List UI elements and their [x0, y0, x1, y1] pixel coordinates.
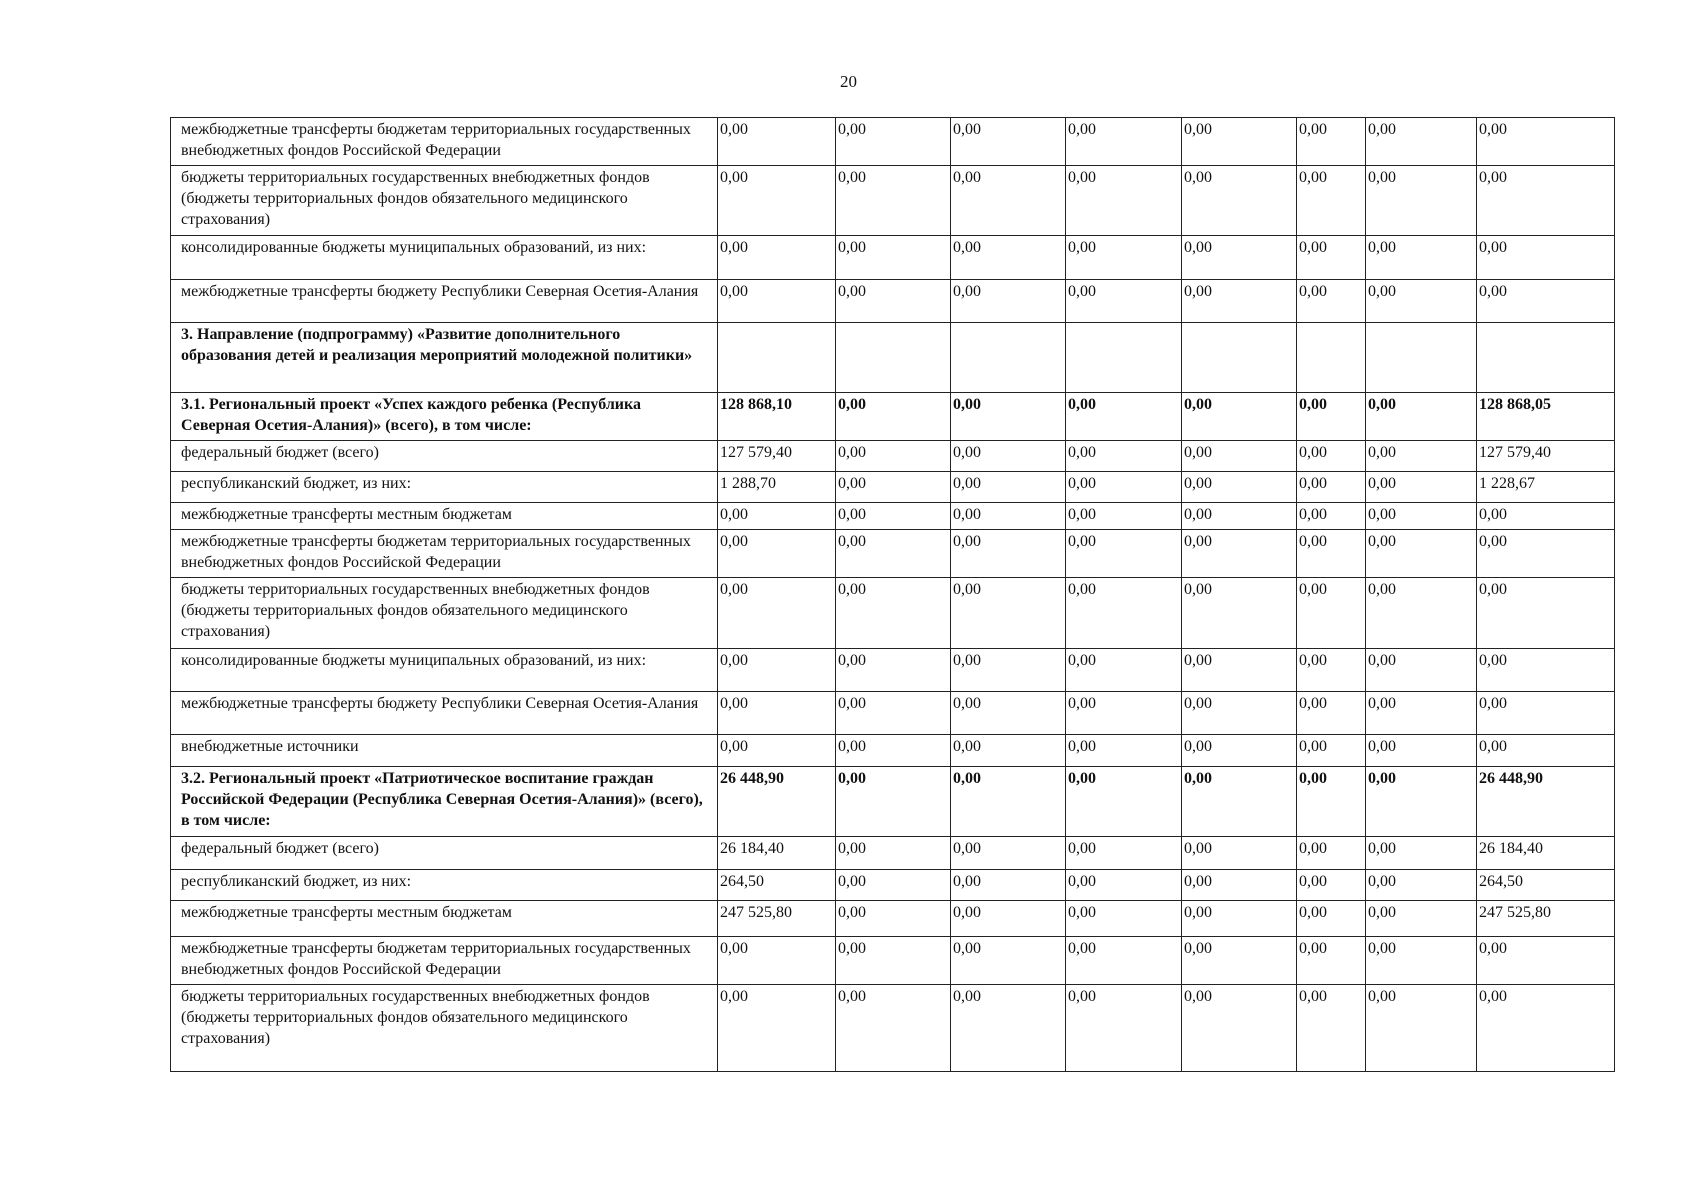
value-cell: 0,00 — [951, 901, 1066, 937]
value-cell: 0,00 — [1066, 472, 1182, 503]
row-label: 3.2. Региональный проект «Патриотическое воспитание граждан Российской Федерации (Республика Северная Осетия-Алания)» (всего), в том числе: — [171, 767, 718, 837]
budget-table — [170, 117, 1615, 1072]
value-cell: 0,00 — [1297, 578, 1366, 649]
value-cell: 128 868,10 — [718, 393, 836, 441]
value-cell: 0,00 — [1066, 767, 1182, 837]
value-cell: 0,00 — [836, 441, 951, 472]
value-cell: 0,00 — [1477, 118, 1615, 166]
value-cell: 0,00 — [1477, 530, 1615, 578]
value-cell: 0,00 — [1477, 735, 1615, 767]
row-label: бюджеты территориальных государственных внебюджетных фондов (бюджеты территориальных фондов обязательного медицинского страхования) — [171, 985, 718, 1072]
table-row — [171, 870, 1615, 901]
value-cell: 0,00 — [718, 503, 836, 530]
row-label: бюджеты территориальных государственных внебюджетных фондов (бюджеты территориальных фондов обязательного медицинского страхования) — [171, 578, 718, 649]
value-cell: 0,00 — [951, 441, 1066, 472]
value-cell: 0,00 — [951, 649, 1066, 692]
value-cell: 0,00 — [836, 985, 951, 1072]
value-cell: 0,00 — [1477, 578, 1615, 649]
value-cell: 26 448,90 — [1477, 767, 1615, 837]
table-row — [171, 901, 1615, 937]
value-cell: 0,00 — [836, 870, 951, 901]
value-cell: 1 228,67 — [1477, 472, 1615, 503]
value-cell: 0,00 — [1066, 870, 1182, 901]
value-cell: 0,00 — [1366, 901, 1477, 937]
value-cell: 0,00 — [1182, 735, 1297, 767]
table-row — [171, 280, 1615, 323]
value-cell: 0,00 — [718, 280, 836, 323]
value-cell: 0,00 — [1366, 472, 1477, 503]
value-cell: 0,00 — [1297, 767, 1366, 837]
value-cell: 0,00 — [1297, 441, 1366, 472]
table-row — [171, 236, 1615, 280]
value-cell: 0,00 — [1182, 937, 1297, 985]
value-cell: 0,00 — [1066, 901, 1182, 937]
value-cell: 0,00 — [718, 985, 836, 1072]
value-cell: 1 288,70 — [718, 472, 836, 503]
value-cell: 0,00 — [1182, 236, 1297, 280]
table-row — [171, 472, 1615, 503]
value-cell: 0,00 — [1477, 236, 1615, 280]
value-cell: 0,00 — [718, 118, 836, 166]
value-cell: 0,00 — [1066, 985, 1182, 1072]
value-cell: 0,00 — [1182, 118, 1297, 166]
value-cell: 0,00 — [1477, 692, 1615, 735]
value-cell: 0,00 — [1366, 578, 1477, 649]
value-cell: 0,00 — [1297, 503, 1366, 530]
value-cell: 0,00 — [1297, 735, 1366, 767]
value-cell: 0,00 — [951, 530, 1066, 578]
row-label: 3.1. Региональный проект «Успех каждого ребенка (Республика Северная Осетия-Алания)» (всего), в том числе: — [171, 393, 718, 441]
value-cell: 0,00 — [836, 236, 951, 280]
value-cell: 0,00 — [836, 692, 951, 735]
value-cell: 0,00 — [1366, 649, 1477, 692]
value-cell: 0,00 — [836, 530, 951, 578]
value-cell: 26 448,90 — [718, 767, 836, 837]
section-row — [171, 767, 1615, 837]
value-cell: 247 525,80 — [1477, 901, 1615, 937]
value-cell: 0,00 — [1297, 901, 1366, 937]
value-cell: 0,00 — [1297, 837, 1366, 870]
value-cell: 0,00 — [1297, 472, 1366, 503]
value-cell: 0,00 — [836, 472, 951, 503]
value-cell: 0,00 — [836, 901, 951, 937]
row-label: межбюджетные трансферты бюджетам территориальных государственных внебюджетных фондов Российской Федерации — [171, 530, 718, 578]
value-cell: 0,00 — [1066, 236, 1182, 280]
value-cell: 0,00 — [1182, 985, 1297, 1072]
value-cell: 0,00 — [1182, 530, 1297, 578]
value-cell: 127 579,40 — [1477, 441, 1615, 472]
value-cell: 0,00 — [1182, 837, 1297, 870]
value-cell: 0,00 — [1297, 393, 1366, 441]
section-row — [171, 323, 1615, 393]
value-cell: 0,00 — [1297, 870, 1366, 901]
value-cell: 0,00 — [1182, 578, 1297, 649]
value-cell: 0,00 — [951, 767, 1066, 837]
value-cell: 264,50 — [718, 870, 836, 901]
value-cell: 0,00 — [1066, 530, 1182, 578]
value-cell: 0,00 — [951, 503, 1066, 530]
value-cell: 0,00 — [951, 937, 1066, 985]
table-row — [171, 118, 1615, 166]
value-cell: 0,00 — [1066, 937, 1182, 985]
value-cell: 0,00 — [1182, 393, 1297, 441]
value-cell: 26 184,40 — [1477, 837, 1615, 870]
row-label: федеральный бюджет (всего) — [171, 837, 718, 870]
value-cell: 0,00 — [1366, 767, 1477, 837]
row-label: 3. Направление (подпрограмму) «Развитие дополнительного образования детей и реализация мероприятий молодежной политики» — [171, 323, 718, 393]
value-cell: 0,00 — [951, 837, 1066, 870]
value-cell: 0,00 — [1297, 937, 1366, 985]
value-cell: 0,00 — [1477, 649, 1615, 692]
value-cell: 0,00 — [836, 649, 951, 692]
row-label: консолидированные бюджеты муниципальных образований, из них: — [171, 649, 718, 692]
value-cell: 0,00 — [1366, 870, 1477, 901]
value-cell: 0,00 — [718, 166, 836, 236]
value-cell — [951, 323, 1066, 393]
value-cell: 0,00 — [1066, 837, 1182, 870]
value-cell: 0,00 — [1066, 166, 1182, 236]
value-cell: 0,00 — [1297, 280, 1366, 323]
value-cell: 0,00 — [1366, 530, 1477, 578]
row-label: консолидированные бюджеты муниципальных образований, из них: — [171, 236, 718, 280]
value-cell: 0,00 — [1182, 472, 1297, 503]
value-cell: 0,00 — [718, 236, 836, 280]
row-label: внебюджетные источники — [171, 735, 718, 767]
value-cell: 0,00 — [1066, 393, 1182, 441]
value-cell: 0,00 — [836, 503, 951, 530]
value-cell: 0,00 — [836, 166, 951, 236]
value-cell: 0,00 — [1066, 118, 1182, 166]
value-cell: 127 579,40 — [718, 441, 836, 472]
value-cell: 0,00 — [836, 837, 951, 870]
value-cell: 0,00 — [1366, 280, 1477, 323]
value-cell: 0,00 — [951, 280, 1066, 323]
row-label: межбюджетные трансферты местным бюджетам — [171, 503, 718, 530]
value-cell: 0,00 — [951, 692, 1066, 735]
table-row — [171, 503, 1615, 530]
value-cell: 0,00 — [836, 578, 951, 649]
row-label: межбюджетные трансферты бюджету Республики Северная Осетия-Алания — [171, 692, 718, 735]
value-cell: 0,00 — [1182, 649, 1297, 692]
value-cell: 0,00 — [1366, 393, 1477, 441]
value-cell: 0,00 — [718, 530, 836, 578]
value-cell: 0,00 — [1297, 692, 1366, 735]
value-cell: 0,00 — [1477, 503, 1615, 530]
row-label: межбюджетные трансферты бюджетам территориальных государственных внебюджетных фондов Российской Федерации — [171, 118, 718, 166]
value-cell: 0,00 — [718, 937, 836, 985]
value-cell: 0,00 — [951, 166, 1066, 236]
table-row — [171, 937, 1615, 985]
value-cell: 0,00 — [836, 735, 951, 767]
value-cell: 0,00 — [1182, 870, 1297, 901]
value-cell: 0,00 — [1066, 280, 1182, 323]
value-cell: 0,00 — [1477, 280, 1615, 323]
value-cell: 0,00 — [1182, 767, 1297, 837]
value-cell — [1366, 323, 1477, 393]
value-cell: 0,00 — [951, 393, 1066, 441]
row-label: федеральный бюджет (всего) — [171, 441, 718, 472]
value-cell: 0,00 — [1182, 166, 1297, 236]
section-row — [171, 393, 1615, 441]
value-cell: 0,00 — [836, 937, 951, 985]
value-cell: 0,00 — [1066, 441, 1182, 472]
value-cell: 0,00 — [1297, 166, 1366, 236]
value-cell: 0,00 — [951, 472, 1066, 503]
value-cell — [718, 323, 836, 393]
value-cell: 0,00 — [1066, 578, 1182, 649]
value-cell: 26 184,40 — [718, 837, 836, 870]
table-row — [171, 530, 1615, 578]
value-cell: 0,00 — [951, 735, 1066, 767]
value-cell: 0,00 — [1477, 166, 1615, 236]
table-row — [171, 985, 1615, 1072]
value-cell: 0,00 — [1297, 236, 1366, 280]
value-cell: 0,00 — [1297, 118, 1366, 166]
value-cell: 0,00 — [1366, 236, 1477, 280]
value-cell: 0,00 — [1297, 985, 1366, 1072]
value-cell: 0,00 — [1366, 985, 1477, 1072]
value-cell: 0,00 — [1182, 503, 1297, 530]
value-cell — [1297, 323, 1366, 393]
row-label: бюджеты территориальных государственных внебюджетных фондов (бюджеты территориальных фондов обязательного медицинского страхования) — [171, 166, 718, 236]
value-cell: 0,00 — [1297, 530, 1366, 578]
value-cell — [836, 323, 951, 393]
value-cell — [1182, 323, 1297, 393]
value-cell: 0,00 — [1182, 280, 1297, 323]
value-cell: 0,00 — [1366, 503, 1477, 530]
value-cell: 0,00 — [836, 767, 951, 837]
value-cell: 0,00 — [1297, 649, 1366, 692]
value-cell: 0,00 — [1366, 735, 1477, 767]
value-cell: 0,00 — [1182, 441, 1297, 472]
row-label: республиканский бюджет, из них: — [171, 472, 718, 503]
row-label: межбюджетные трансферты бюджетам территориальных государственных внебюджетных фондов Российской Федерации — [171, 937, 718, 985]
value-cell: 0,00 — [718, 649, 836, 692]
value-cell: 0,00 — [1066, 503, 1182, 530]
value-cell: 0,00 — [1066, 649, 1182, 692]
value-cell: 128 868,05 — [1477, 393, 1615, 441]
value-cell: 0,00 — [951, 985, 1066, 1072]
page-number: 20 — [840, 72, 857, 91]
table-body — [171, 118, 1615, 1072]
value-cell: 0,00 — [951, 870, 1066, 901]
table-row — [171, 649, 1615, 692]
table-row — [171, 166, 1615, 236]
table-row — [171, 578, 1615, 649]
table-row — [171, 837, 1615, 870]
table-row — [171, 692, 1615, 735]
value-cell: 0,00 — [1366, 692, 1477, 735]
value-cell: 0,00 — [836, 118, 951, 166]
value-cell: 0,00 — [718, 578, 836, 649]
value-cell: 0,00 — [951, 118, 1066, 166]
value-cell: 0,00 — [1366, 837, 1477, 870]
value-cell: 0,00 — [951, 578, 1066, 649]
value-cell: 0,00 — [718, 692, 836, 735]
row-label: межбюджетные трансферты местным бюджетам — [171, 901, 718, 937]
table-row — [171, 735, 1615, 767]
value-cell: 0,00 — [718, 735, 836, 767]
value-cell: 0,00 — [1366, 937, 1477, 985]
row-label: межбюджетные трансферты бюджету Республики Северная Осетия-Алания — [171, 280, 718, 323]
value-cell: 0,00 — [836, 280, 951, 323]
value-cell: 0,00 — [1366, 166, 1477, 236]
value-cell: 0,00 — [1366, 118, 1477, 166]
value-cell: 0,00 — [1066, 735, 1182, 767]
row-label: республиканский бюджет, из них: — [171, 870, 718, 901]
table-row — [171, 441, 1615, 472]
value-cell: 247 525,80 — [718, 901, 836, 937]
value-cell — [1477, 323, 1615, 393]
value-cell: 0,00 — [1182, 692, 1297, 735]
value-cell — [1066, 323, 1182, 393]
value-cell: 0,00 — [1477, 985, 1615, 1072]
value-cell: 264,50 — [1477, 870, 1615, 901]
value-cell: 0,00 — [1182, 901, 1297, 937]
value-cell: 0,00 — [836, 393, 951, 441]
value-cell: 0,00 — [951, 236, 1066, 280]
value-cell: 0,00 — [1366, 441, 1477, 472]
value-cell: 0,00 — [1477, 937, 1615, 985]
value-cell: 0,00 — [1066, 692, 1182, 735]
